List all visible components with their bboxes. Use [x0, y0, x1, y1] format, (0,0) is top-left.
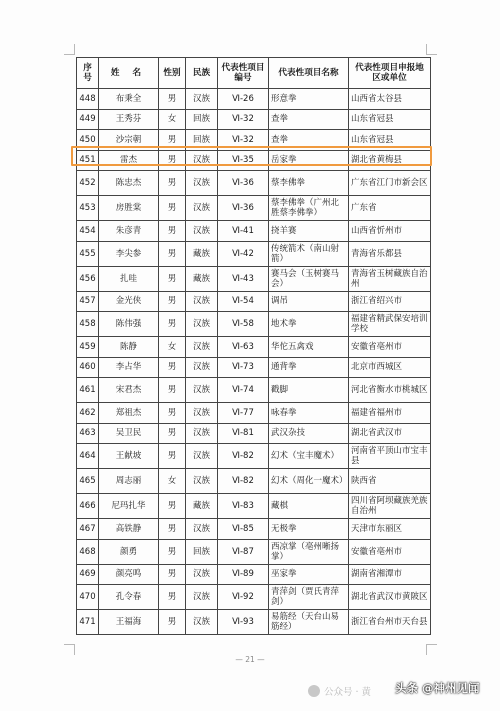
table-row: [77, 494, 431, 519]
cell-gender: 男: [159, 539, 186, 564]
cell-code: Ⅵ-54: [218, 291, 269, 312]
brand-label: 头条 @神州见闻: [395, 681, 480, 695]
watermark-text: 公众号 · 黄: [324, 687, 372, 698]
cell-name: 郑祖杰: [99, 403, 159, 424]
cell-gender: 男: [159, 89, 186, 110]
cell-project: 传统箭术（南山射箭）: [269, 241, 349, 266]
cell-no: 449: [77, 109, 99, 130]
crop-mark: [64, 644, 75, 655]
cell-project: 西凉掌（亳州晰扬掌）: [269, 539, 349, 564]
cell-gender: 男: [159, 585, 186, 610]
table-row: [77, 564, 431, 585]
cell-area: 安徽省亳州市: [349, 337, 431, 358]
cell-name: 沙宗朝: [99, 130, 159, 151]
cell-no: 463: [77, 423, 99, 444]
cell-project: 武汉杂技: [269, 423, 349, 444]
wechat-icon: [308, 685, 320, 697]
table-row: [77, 266, 431, 291]
watermark: [308, 684, 371, 698]
cell-code: Ⅵ-26: [218, 89, 269, 110]
cell-ethnicity: 汉族: [186, 469, 218, 494]
cell-code: Ⅵ-32: [218, 109, 269, 130]
cell-name: 王福海: [99, 610, 159, 635]
cell-gender: 男: [159, 378, 186, 403]
cell-no: 466: [77, 494, 99, 519]
cell-no: 469: [77, 564, 99, 585]
cell-gender: 男: [159, 494, 186, 519]
cell-code: Ⅵ-63: [218, 337, 269, 358]
cell-code: Ⅵ-89: [218, 564, 269, 585]
cell-no: 455: [77, 241, 99, 266]
table-row: [77, 89, 431, 110]
table-header-row: [77, 58, 431, 89]
cell-code: Ⅵ-58: [218, 312, 269, 337]
cell-gender: 男: [159, 564, 186, 585]
cell-ethnicity: 汉族: [186, 221, 218, 242]
cell-name: 颜勇: [99, 539, 159, 564]
cell-ethnicity: 汉族: [186, 378, 218, 403]
cell-gender: 女: [159, 469, 186, 494]
cell-code: Ⅵ-82: [218, 469, 269, 494]
table-row: [77, 444, 431, 469]
cell-ethnicity: 回族: [186, 539, 218, 564]
cell-area: 湖南省湘潭市: [349, 564, 431, 585]
cell-ethnicity: 回族: [186, 130, 218, 151]
cell-name: 陈静: [99, 337, 159, 358]
cell-area: 四川省阿坝藏族羌族自治州: [349, 494, 431, 519]
cell-code: Ⅵ-83: [218, 494, 269, 519]
cell-name: 雷杰: [99, 150, 159, 171]
cell-area: 山东省冠县: [349, 109, 431, 130]
cell-code: Ⅵ-36: [218, 196, 269, 221]
cell-no: 467: [77, 519, 99, 540]
table-row: [77, 221, 431, 242]
cell-gender: 男: [159, 357, 186, 378]
cell-ethnicity: 汉族: [186, 171, 218, 196]
cell-no: 465: [77, 469, 99, 494]
cell-ethnicity: 汉族: [186, 312, 218, 337]
cell-project: 咏春拳: [269, 403, 349, 424]
cell-area: 安徽省亳州市: [349, 539, 431, 564]
cell-project: 青萍剑（贾氏青萍剑）: [269, 585, 349, 610]
cell-name: 周志丽: [99, 469, 159, 494]
cell-area: 青海省乐都县: [349, 241, 431, 266]
cell-project: 无极拳: [269, 519, 349, 540]
cell-no: 462: [77, 403, 99, 424]
header-ethnicity: 民族: [186, 58, 218, 89]
cell-ethnicity: 汉族: [186, 585, 218, 610]
cell-gender: 女: [159, 109, 186, 130]
table-row: [77, 423, 431, 444]
cell-code: Ⅵ-35: [218, 150, 269, 171]
cell-name: 陈忠杰: [99, 171, 159, 196]
cell-gender: 男: [159, 519, 186, 540]
cell-name: 吴卫民: [99, 423, 159, 444]
header-name: 姓 名: [99, 58, 159, 89]
cell-ethnicity: 汉族: [186, 564, 218, 585]
cell-code: Ⅵ-41: [218, 221, 269, 242]
cell-project: 蔡李佛拳: [269, 171, 349, 196]
inheritor-table: [76, 57, 431, 635]
cell-gender: 男: [159, 130, 186, 151]
cell-no: 454: [77, 221, 99, 242]
cell-project: 岳家拳: [269, 150, 349, 171]
cell-code: Ⅵ-92: [218, 585, 269, 610]
cell-area: 福建省精武保安培训学校: [349, 312, 431, 337]
table-row: [77, 610, 431, 635]
cell-area: 河北省衡水市桃城区: [349, 378, 431, 403]
cell-area: 广东省江门市新会区: [349, 171, 431, 196]
cell-no: 470: [77, 585, 99, 610]
cell-project: 易筋经（天台山易筋经）: [269, 610, 349, 635]
cell-area: 陕西省: [349, 469, 431, 494]
cell-name: 王献坡: [99, 444, 159, 469]
table-row: [77, 357, 431, 378]
cell-gender: 男: [159, 610, 186, 635]
header-project: 代表性项目名称: [269, 58, 349, 89]
cell-project: 赛马会（玉树赛马会）: [269, 266, 349, 291]
cell-ethnicity: 汉族: [186, 519, 218, 540]
cell-no: 460: [77, 357, 99, 378]
cell-name: 宋君杰: [99, 378, 159, 403]
cell-project: 查拳: [269, 109, 349, 130]
cell-project: 蔡李佛拳（广州北胜蔡李佛拳）: [269, 196, 349, 221]
cell-gender: 女: [159, 337, 186, 358]
header-no: 序号: [77, 58, 99, 89]
cell-project: 通背拳: [269, 357, 349, 378]
header-area: 代表性项目申报地区或单位: [349, 58, 431, 89]
cell-area: 山东省冠县: [349, 130, 431, 151]
cell-ethnicity: 汉族: [186, 357, 218, 378]
cell-no: 468: [77, 539, 99, 564]
cell-no: 452: [77, 171, 99, 196]
cell-name: 李占华: [99, 357, 159, 378]
cell-area: 湖北省武汉市: [349, 423, 431, 444]
cell-project: 戳脚: [269, 378, 349, 403]
cell-ethnicity: 汉族: [186, 150, 218, 171]
cell-area: 福建省福州市: [349, 403, 431, 424]
cell-code: Ⅵ-42: [218, 241, 269, 266]
cell-area: 山西省忻州市: [349, 221, 431, 242]
cell-area: 河南省平顶山市宝丰县: [349, 444, 431, 469]
cell-area: 广东省: [349, 196, 431, 221]
cell-code: Ⅵ-81: [218, 423, 269, 444]
table-row: [77, 291, 431, 312]
cell-name: 孔令春: [99, 585, 159, 610]
cell-gender: 男: [159, 150, 186, 171]
cell-code: Ⅵ-77: [218, 403, 269, 424]
table-row: [77, 403, 431, 424]
cell-gender: 男: [159, 291, 186, 312]
cell-code: Ⅵ-82: [218, 444, 269, 469]
cell-project: 查拳: [269, 130, 349, 151]
table-row: [77, 469, 431, 494]
cell-project: 形意拳: [269, 89, 349, 110]
cell-name: 王秀芬: [99, 109, 159, 130]
cell-name: 扎哇: [99, 266, 159, 291]
table-row: [77, 196, 431, 221]
table-row: [77, 312, 431, 337]
crop-mark: [64, 44, 75, 55]
cell-code: Ⅵ-32: [218, 130, 269, 151]
cell-name: 李尖参: [99, 241, 159, 266]
cell-ethnicity: 汉族: [186, 610, 218, 635]
cell-project: 幻术（周化一魔术）: [269, 469, 349, 494]
cell-code: Ⅵ-85: [218, 519, 269, 540]
cell-project: 幻术（宝丰魔术）: [269, 444, 349, 469]
cell-gender: 男: [159, 403, 186, 424]
cell-no: 471: [77, 610, 99, 635]
crop-mark: [426, 644, 437, 655]
cell-name: 房胜棠: [99, 196, 159, 221]
cell-gender: 男: [159, 312, 186, 337]
cell-name: 颜亮鸣: [99, 564, 159, 585]
cell-area: 湖北省黄梅县: [349, 150, 431, 171]
cell-name: 尼玛扎华: [99, 494, 159, 519]
cell-area: 浙江省绍兴市: [349, 291, 431, 312]
cell-gender: 男: [159, 221, 186, 242]
cell-no: 448: [77, 89, 99, 110]
cell-area: 天津市东丽区: [349, 519, 431, 540]
cell-ethnicity: 藏族: [186, 241, 218, 266]
cell-code: Ⅵ-74: [218, 378, 269, 403]
cell-name: 布秉全: [99, 89, 159, 110]
table-row: [77, 519, 431, 540]
cell-ethnicity: 回族: [186, 109, 218, 130]
cell-name: 朱彦青: [99, 221, 159, 242]
cell-project: 地术拳: [269, 312, 349, 337]
header-gender: 性别: [159, 58, 186, 89]
cell-area: 山西省太谷县: [349, 89, 431, 110]
header-code: 代表性项目编号: [218, 58, 269, 89]
cell-ethnicity: 汉族: [186, 423, 218, 444]
table-row: [77, 378, 431, 403]
table-row: [77, 109, 431, 130]
cell-area: 青海省玉树藏族自治州: [349, 266, 431, 291]
cell-project: 华佗五禽戏: [269, 337, 349, 358]
page-number: — 21 —: [235, 655, 265, 664]
cell-code: Ⅵ-36: [218, 171, 269, 196]
table-row: [77, 171, 431, 196]
cell-gender: 男: [159, 266, 186, 291]
cell-project: 挠羊赛: [269, 221, 349, 242]
cell-name: 金光侠: [99, 291, 159, 312]
cell-ethnicity: 汉族: [186, 291, 218, 312]
cell-gender: 男: [159, 423, 186, 444]
cell-project: 巫家拳: [269, 564, 349, 585]
cell-ethnicity: 藏族: [186, 266, 218, 291]
table-row: [77, 539, 431, 564]
cell-no: 464: [77, 444, 99, 469]
highlight-box: [71, 146, 432, 166]
cell-name: 陈伟强: [99, 312, 159, 337]
cell-no: 451: [77, 150, 99, 171]
cell-no: 459: [77, 337, 99, 358]
cell-project: 调吊: [269, 291, 349, 312]
cell-no: 458: [77, 312, 99, 337]
cell-no: 457: [77, 291, 99, 312]
cell-name: 高铁静: [99, 519, 159, 540]
cell-area: 湖北省武汉市黄陂区: [349, 585, 431, 610]
cell-gender: 男: [159, 444, 186, 469]
cell-project: 藏棋: [269, 494, 349, 519]
cell-gender: 男: [159, 196, 186, 221]
cell-code: Ⅵ-93: [218, 610, 269, 635]
cell-ethnicity: 汉族: [186, 196, 218, 221]
cell-ethnicity: 藏族: [186, 494, 218, 519]
table-row: [77, 337, 431, 358]
cell-code: Ⅵ-87: [218, 539, 269, 564]
cell-ethnicity: 汉族: [186, 403, 218, 424]
table-row: [77, 585, 431, 610]
cell-ethnicity: 汉族: [186, 337, 218, 358]
crop-mark: [426, 44, 437, 55]
table-row: [77, 241, 431, 266]
cell-no: 453: [77, 196, 99, 221]
cell-no: 456: [77, 266, 99, 291]
cell-gender: 男: [159, 241, 186, 266]
cell-no: 450: [77, 130, 99, 151]
cell-area: 北京市西城区: [349, 357, 431, 378]
cell-area: 浙江省台州市天台县: [349, 610, 431, 635]
cell-gender: 男: [159, 171, 186, 196]
cell-code: Ⅵ-43: [218, 266, 269, 291]
cell-no: 461: [77, 378, 99, 403]
cell-code: Ⅵ-73: [218, 357, 269, 378]
cell-ethnicity: 汉族: [186, 444, 218, 469]
cell-ethnicity: 汉族: [186, 89, 218, 110]
